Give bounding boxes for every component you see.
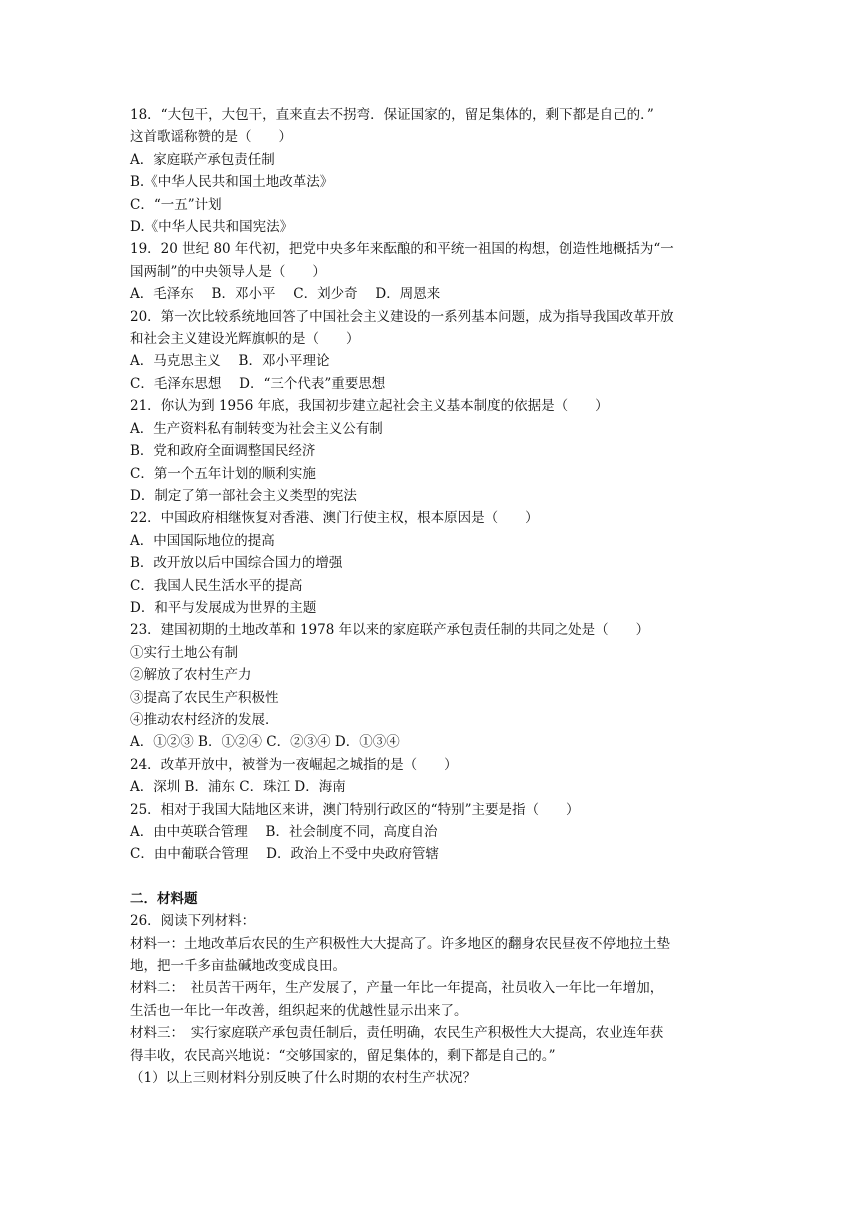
option-line: ④推动农村经济的发展． xyxy=(130,711,279,728)
question-stem-line: 和社会主义建设光辉旗帜的是（ ） xyxy=(130,331,360,348)
option-line: A．中国国际地位的提高 xyxy=(130,532,275,549)
option-line: A．家庭联产承包责任制 xyxy=(130,151,275,168)
option-line: D．制定了第一部社会主义类型的宪法 xyxy=(130,487,357,504)
material-line: 地，把一千多亩盐碱地改变成良田。 xyxy=(130,958,346,975)
question-20 xyxy=(130,306,730,396)
option-line: B．改开放以后中国综合国力的增强 xyxy=(130,555,343,572)
option-line: D.《中华人民共和国宪法》 xyxy=(130,219,294,236)
material-line: 生活也一年比一年改善，组织起来的优越性显示出来了。 xyxy=(130,1002,468,1019)
material-line: 得丰收，农民高兴地说：“交够国家的，留足集体的，剩下都是自己的。” xyxy=(130,1047,556,1064)
option-line: D．和平与发展成为世界的主题 xyxy=(130,599,317,616)
material-line: 材料一：土地改革后农民的生产积极性大大提高了。许多地区的翻身农民昼夜不停地拉土垫 xyxy=(130,935,670,952)
section-spacer xyxy=(130,866,730,888)
question-stem-line: 19．20 世纪 80 年代初，把党中央多年来酝酿的和平统一祖国的构想，创造性地概括为“一 xyxy=(130,241,674,258)
option-line: B．党和政府全面调整国民经济 xyxy=(130,443,316,460)
option-line: A．由中英联合管理 B．社会制度不同，高度自治 xyxy=(130,824,438,840)
option-line: C．第一个五年计划的顺利实施 xyxy=(130,465,316,482)
section-title: 二．材料题 xyxy=(130,890,198,907)
option-line: C．“一五”计划 xyxy=(130,196,222,213)
question-stem-line: 22．中国政府相继恢复对香港、澳门行使主权，根本原因是（ ） xyxy=(130,510,539,527)
question-stem-line: 25．相对于我国大陆地区来讲，澳门特别行政区的“特别”主要是指（ ） xyxy=(130,801,580,818)
page-content xyxy=(130,104,730,1089)
question-stem-line: 18．“大包干，大包干，直来直去不拐弯．保证国家的，留足集体的，剩下都是自己的．” xyxy=(130,107,654,123)
question-stem-line: 20．第一次比较系统地回答了中国社会主义建设的一系列基本问题，成为指导我国改革开放 xyxy=(130,308,674,325)
option-line: A．生产资料私有制转变为社会主义公有制 xyxy=(130,420,383,437)
material-line: 材料三： 实行家庭联产承包责任制后，责任明确，农民生产积极性大大提高，农业连年获 xyxy=(130,1025,664,1042)
question-18 xyxy=(130,104,730,238)
material-line: 26．阅读下列材料： xyxy=(130,913,256,930)
question-24 xyxy=(130,754,730,799)
question-19 xyxy=(130,238,730,305)
option-line: B.《中华人民共和国土地改革法》 xyxy=(130,174,334,191)
question-stem-line: 国两制”的中央领导人是（ ） xyxy=(130,263,326,280)
question-23 xyxy=(130,619,730,753)
option-line: A．马克思主义 B．邓小平理论 xyxy=(130,353,330,370)
material-section xyxy=(130,888,730,1090)
option-line: A．深圳 B．浦东 C．珠江 D．海南 xyxy=(130,779,346,796)
option-line: C．毛泽东思想 D．“三个代表”重要思想 xyxy=(130,375,386,392)
question-21 xyxy=(130,395,730,507)
question-25 xyxy=(130,799,730,866)
question-stem-line: 24．改革开放中，被誉为一夜崛起之城指的是（ ） xyxy=(130,756,458,773)
question-22 xyxy=(130,507,730,619)
question-stem-line: 23．建国初期的土地改革和 1978 年以来的家庭联产承包责任制的共同之处是（ ） xyxy=(130,622,650,639)
material-line: 材料二： 社员苦干两年，生产发展了，产量一年比一年提高，社员收入一年比一年增加， xyxy=(130,980,664,997)
option-line: ②解放了农村生产力 xyxy=(130,667,252,684)
option-line: C．由中葡联合管理 D．政治上不受中央政府管辖 xyxy=(130,846,439,863)
question-stem-line: 这首歌谣称赞的是（ ） xyxy=(130,129,292,146)
option-line: A．毛泽东 B．邓小平 C．刘少奇 D．周恩来 xyxy=(130,286,441,303)
option-line: C．我国人民生活水平的提高 xyxy=(130,577,303,594)
question-stem-line: 21．你认为到 1956 年底，我国初步建立起社会主义基本制度的依据是（ ） xyxy=(130,398,609,415)
option-line: A．①②③ B．①②④ C．②③④ D．①③④ xyxy=(130,734,400,751)
material-line: （1）以上三则材料分别反映了什么时期的农村生产状况？ xyxy=(130,1070,477,1087)
option-line: ①实行土地公有制 xyxy=(130,644,238,661)
option-line: ③提高了农民生产积极性 xyxy=(130,689,279,706)
